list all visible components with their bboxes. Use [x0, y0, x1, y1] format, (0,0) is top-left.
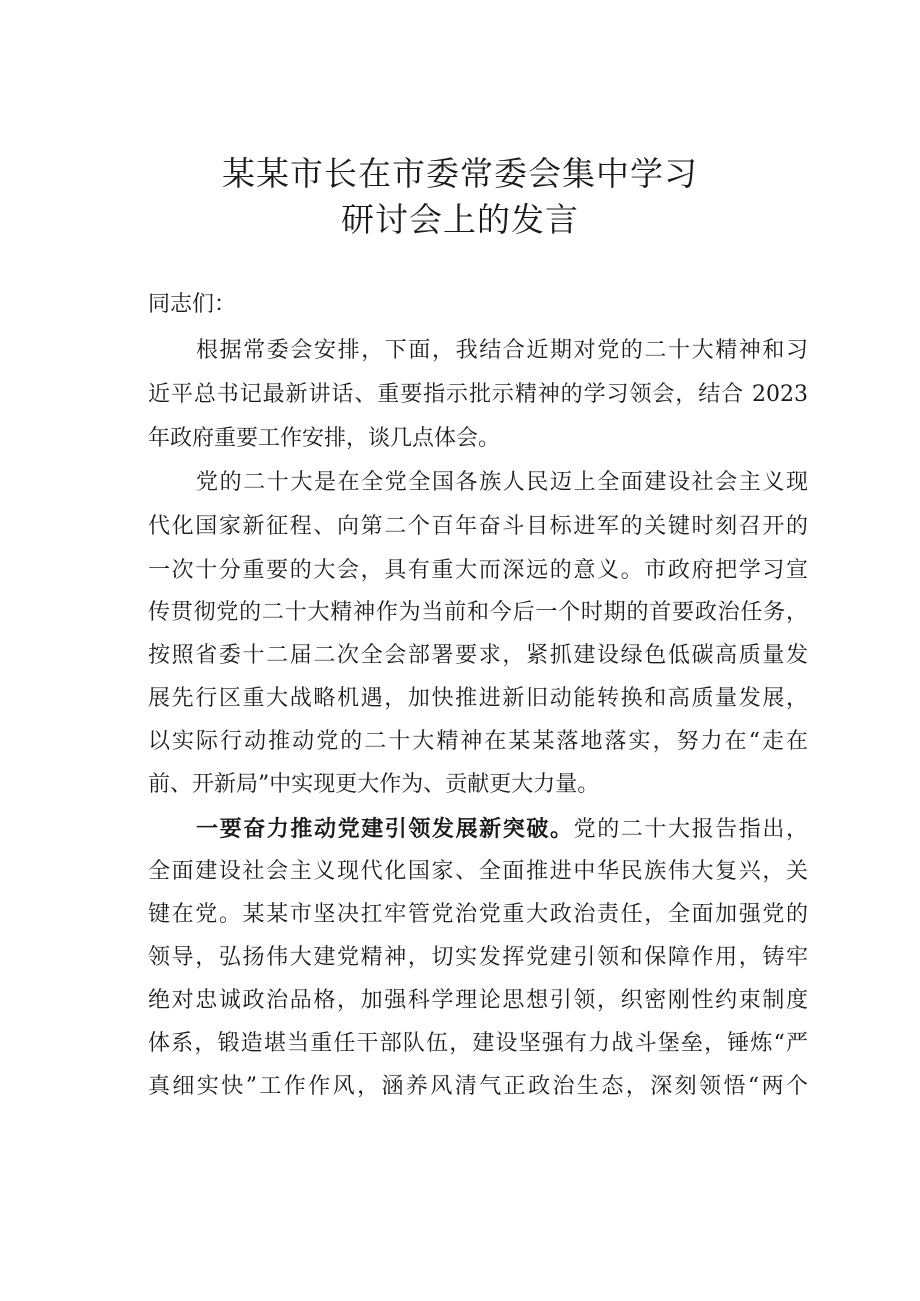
paragraph-line: 全面建设社会主义现代化国家、全面推进中华民族伟大复兴，关	[148, 859, 808, 884]
paragraph-line: 根据常委会安排，下面，我结合近期对党的二十大精神和习	[196, 338, 808, 363]
paragraph-line: 展先行区重大战略机遇，加快推进新旧动能转换和高质量发展，	[148, 686, 808, 711]
paragraph-line: 按照省委十二届二次全会部署要求，紧抓建设绿色低碳高质量发	[148, 643, 808, 668]
section-heading: 一要奋力推动党建引领发展新突破。	[196, 816, 574, 842]
salutation: 同志们：	[148, 292, 237, 317]
document-title-line-2: 研讨会上的发言	[341, 200, 579, 239]
paragraph-line: 党的二十大是在全党全国各族人民迈上全面建设社会主义现	[196, 470, 808, 495]
paragraph-line: 真细实快”工作作风，涵养风清气正政治生态，深刻领悟“两个	[148, 1074, 808, 1099]
paragraph-line: 以实际行动推动党的二十大精神在某某落地落实，努力在“走在	[148, 729, 808, 754]
paragraph-line	[196, 814, 808, 845]
paragraph-line: 绝对忠诚政治品格，加强科学理论思想引领，织密刚性约束制度	[148, 988, 808, 1013]
document-title-line-1: 某某市长在市委常委会集中学习	[222, 154, 698, 193]
paragraph-line: 键在党。某某市坚决扛牢管党治党重大政治责任，全面加强党的	[148, 902, 808, 927]
paragraph-line: 传贯彻党的二十大精神作为当前和今后一个时期的首要政治任务，	[148, 600, 808, 625]
paragraph-line: 体系，锻造堪当重任干部队伍，建设坚强有力战斗堡垒，锤炼“严	[148, 1031, 808, 1056]
paragraph-text: 党的二十大报告指出，	[573, 817, 808, 842]
paragraph-line: 领导，弘扬伟大建党精神，切实发挥党建引领和保障作用，铸牢	[148, 945, 808, 970]
paragraph-line: 一次十分重要的大会，具有重大而深远的意义。市政府把学习宣	[148, 558, 808, 583]
paragraph-line: 前、开新局”中实现更大作为、贡献更大力量。	[148, 772, 600, 797]
paragraph-line: 近平总书记最新讲话、重要指示批示精神的学习领会，结合 2023	[148, 382, 808, 407]
paragraph-line: 代化国家新征程、向第二个百年奋斗目标进军的关键时刻召开的	[148, 514, 808, 539]
paragraph-line: 年政府重要工作安排，谈几点体会。	[148, 426, 501, 451]
